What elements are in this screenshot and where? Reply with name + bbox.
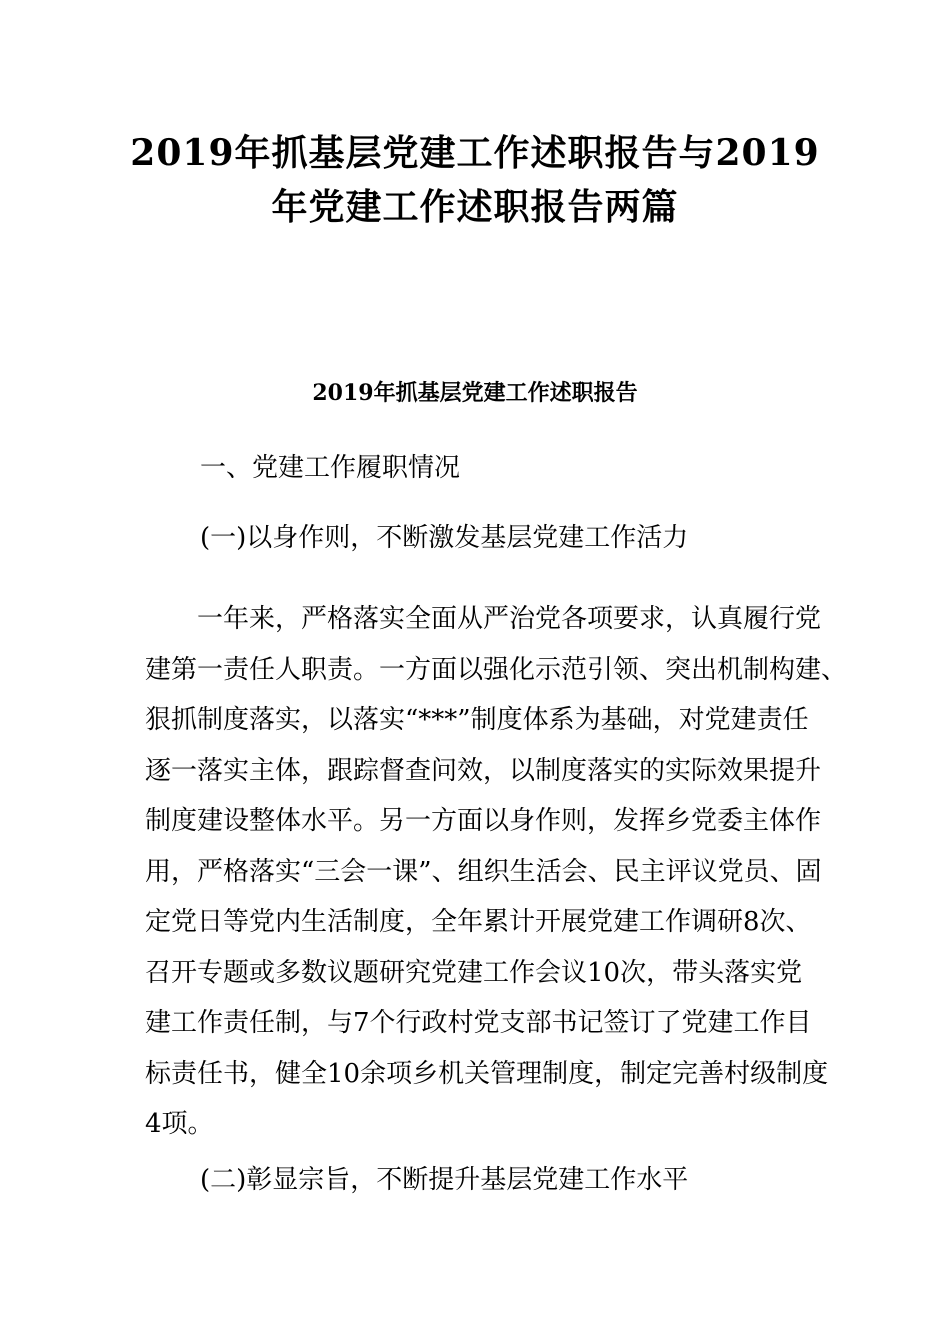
paragraph-1 bbox=[145, 594, 848, 1150]
paragraph-line: 狠抓制度落实，以落实“***”制度体系为基础，对党建责任 bbox=[145, 705, 809, 735]
paragraph-line: 用，严格落实“三会一课”、组织生活会、民主评议党员、固 bbox=[145, 856, 822, 887]
paragraph-line: 建第一责任人职责。一方面以强化示范引领、突出机制构建、 bbox=[145, 654, 848, 685]
paragraph-line: 建工作责任制，与7个行政村党支部书记签订了党建工作目 bbox=[145, 1008, 812, 1038]
subheading-1: (一)以身作则，不断激发基层党建工作活力 bbox=[200, 523, 689, 553]
paragraph-line: 一年来，严格落实全面从严治党各项要求，认真履行党 bbox=[145, 604, 822, 634]
heading-1: 一、党建工作履职情况 bbox=[200, 453, 461, 483]
section-title: 2019年抓基层党建工作述职报告 bbox=[312, 380, 638, 406]
subheading-2: (二)彰显宗旨，不断提升基层党建工作水平 bbox=[200, 1165, 689, 1195]
document-title-line-2: 年党建工作述职报告两篇 bbox=[271, 186, 679, 228]
paragraph-line: 逐一落实主体，跟踪督查问效，以制度落实的实际效果提升 bbox=[145, 755, 822, 786]
document-title bbox=[60, 126, 890, 234]
paragraph-line: 定党日等党内生活制度，全年累计开展党建工作调研8次、 bbox=[145, 907, 812, 937]
document-title-line-1: 2019年抓基层党建工作述职报告与2019 bbox=[130, 132, 820, 174]
paragraph-line: 标责任书，健全10余项乡机关管理制度，制定完善村级制度 bbox=[145, 1058, 829, 1089]
paragraph-line: 制度建设整体水平。另一方面以身作则，发挥乡党委主体作 bbox=[145, 806, 822, 836]
paragraph-line: 4项。 bbox=[145, 1109, 214, 1139]
paragraph-line: 召开专题或多数议题研究党建工作会议10次，带头落实党 bbox=[145, 957, 803, 988]
